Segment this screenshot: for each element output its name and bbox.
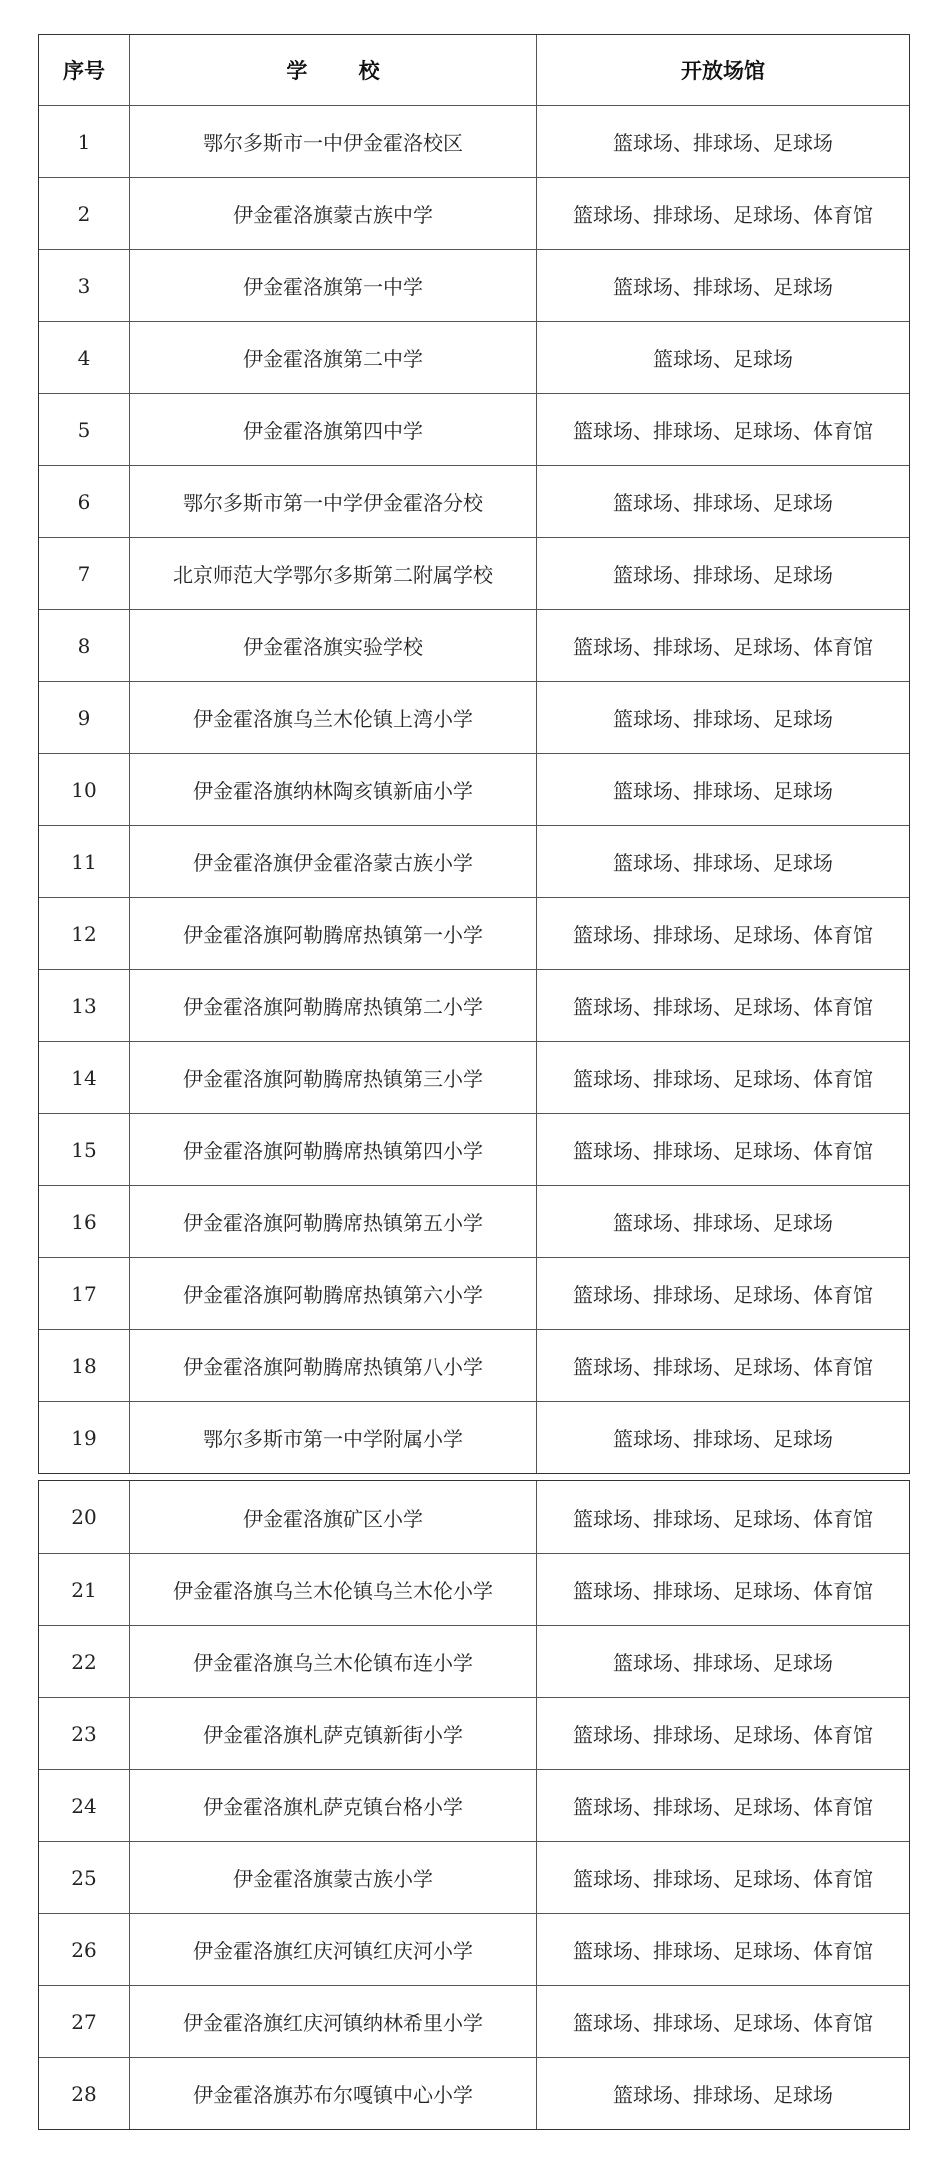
cell-no: 19	[39, 1402, 130, 1473]
cell-venue: 篮球场、排球场、足球场	[613, 707, 833, 731]
cell-venue: 篮球场、排球场、足球场、体育馆	[573, 1723, 873, 1747]
cell-school: 伊金霍洛旗阿勒腾席热镇第四小学	[130, 1114, 537, 1185]
cell-school: 伊金霍洛旗第二中学	[130, 322, 537, 393]
table-row	[39, 2057, 909, 2129]
cell-venue: 篮球场、排球场、足球场	[613, 563, 833, 587]
cell-school: 伊金霍洛旗蒙古族中学	[130, 178, 537, 249]
cell-no: 18	[39, 1330, 130, 1401]
table-section-1	[38, 34, 910, 1474]
cell-no: 28	[39, 2058, 130, 2129]
cell-school: 伊金霍洛旗第四中学	[130, 394, 537, 465]
header-venue: 开放场馆	[681, 59, 765, 83]
cell-school: 伊金霍洛旗伊金霍洛蒙古族小学	[130, 826, 537, 897]
cell-venue: 篮球场、排球场、足球场、体育馆	[573, 1355, 873, 1379]
cell-venue: 篮球场、排球场、足球场、体育馆	[573, 1867, 873, 1891]
table-row	[39, 105, 909, 177]
cell-venue: 篮球场、足球场	[653, 347, 793, 371]
cell-venue: 篮球场、排球场、足球场	[613, 779, 833, 803]
cell-venue: 篮球场、排球场、足球场、体育馆	[573, 1795, 873, 1819]
cell-no: 3	[39, 250, 130, 321]
cell-venue: 篮球场、排球场、足球场、体育馆	[573, 1939, 873, 1963]
header-school	[130, 35, 537, 105]
cell-no: 17	[39, 1258, 130, 1329]
table-row	[39, 1257, 909, 1329]
cell-school: 伊金霍洛旗阿勒腾席热镇第二小学	[130, 970, 537, 1041]
cell-school: 伊金霍洛旗阿勒腾席热镇第三小学	[130, 1042, 537, 1113]
table-row	[39, 753, 909, 825]
cell-school: 伊金霍洛旗苏布尔嘎镇中心小学	[130, 2058, 537, 2129]
cell-venue: 篮球场、排球场、足球场、体育馆	[573, 995, 873, 1019]
cell-venue: 篮球场、排球场、足球场	[613, 851, 833, 875]
cell-venue: 篮球场、排球场、足球场	[613, 2083, 833, 2107]
cell-no: 4	[39, 322, 130, 393]
cell-no: 1	[39, 106, 130, 177]
cell-venue: 篮球场、排球场、足球场、体育馆	[573, 635, 873, 659]
table-row	[39, 1625, 909, 1697]
cell-no: 9	[39, 682, 130, 753]
table-row	[39, 1553, 909, 1625]
cell-no: 25	[39, 1842, 130, 1913]
table-row	[39, 897, 909, 969]
table-row	[39, 1329, 909, 1401]
cell-school: 伊金霍洛旗红庆河镇红庆河小学	[130, 1914, 537, 1985]
table-row	[39, 825, 909, 897]
table-row	[39, 1913, 909, 1985]
table-row	[39, 1113, 909, 1185]
cell-venue: 篮球场、排球场、足球场、体育馆	[573, 923, 873, 947]
cell-school: 伊金霍洛旗乌兰木伦镇布连小学	[130, 1626, 537, 1697]
table-row	[39, 393, 909, 465]
cell-venue: 篮球场、排球场、足球场	[613, 275, 833, 299]
cell-school: 伊金霍洛旗乌兰木伦镇上湾小学	[130, 682, 537, 753]
cell-venue: 篮球场、排球场、足球场	[613, 1651, 833, 1675]
table-row	[39, 177, 909, 249]
cell-venue: 篮球场、排球场、足球场	[613, 1211, 833, 1235]
cell-venue: 篮球场、排球场、足球场	[613, 491, 833, 515]
table-row	[39, 321, 909, 393]
cell-venue: 篮球场、排球场、足球场、体育馆	[573, 1139, 873, 1163]
cell-no: 5	[39, 394, 130, 465]
cell-school: 伊金霍洛旗札萨克镇台格小学	[130, 1770, 537, 1841]
table-row	[39, 681, 909, 753]
cell-venue: 篮球场、排球场、足球场、体育馆	[573, 203, 873, 227]
cell-school: 伊金霍洛旗阿勒腾席热镇第五小学	[130, 1186, 537, 1257]
cell-venue: 篮球场、排球场、足球场、体育馆	[573, 2011, 873, 2035]
cell-venue: 篮球场、排球场、足球场	[613, 1427, 833, 1451]
cell-no: 2	[39, 178, 130, 249]
cell-school: 鄂尔多斯市第一中学伊金霍洛分校	[130, 466, 537, 537]
cell-school: 伊金霍洛旗第一中学	[130, 250, 537, 321]
school-venue-table	[38, 34, 910, 2130]
cell-no: 22	[39, 1626, 130, 1697]
cell-school: 伊金霍洛旗札萨克镇新街小学	[130, 1698, 537, 1769]
table-row	[39, 1769, 909, 1841]
cell-school: 伊金霍洛旗乌兰木伦镇乌兰木伦小学	[130, 1554, 537, 1625]
cell-school: 伊金霍洛旗阿勒腾席热镇第八小学	[130, 1330, 537, 1401]
cell-no: 7	[39, 538, 130, 609]
cell-school: 伊金霍洛旗阿勒腾席热镇第六小学	[130, 1258, 537, 1329]
cell-school: 北京师范大学鄂尔多斯第二附属学校	[130, 538, 537, 609]
cell-no: 16	[39, 1186, 130, 1257]
table-row	[39, 1985, 909, 2057]
table-row	[39, 969, 909, 1041]
cell-no: 14	[39, 1042, 130, 1113]
cell-no: 20	[39, 1481, 130, 1553]
header-no: 序号	[39, 35, 130, 105]
table-row	[39, 537, 909, 609]
cell-no: 26	[39, 1914, 130, 1985]
table-row	[39, 1841, 909, 1913]
cell-no: 6	[39, 466, 130, 537]
cell-school: 伊金霍洛旗红庆河镇纳林希里小学	[130, 1986, 537, 2057]
table-row	[39, 249, 909, 321]
cell-school: 伊金霍洛旗矿区小学	[130, 1481, 537, 1553]
cell-venue: 篮球场、排球场、足球场、体育馆	[573, 1067, 873, 1091]
cell-no: 15	[39, 1114, 130, 1185]
table-row	[39, 1041, 909, 1113]
cell-venue: 篮球场、排球场、足球场、体育馆	[573, 1579, 873, 1603]
table-section-2	[38, 1480, 910, 2130]
cell-no: 12	[39, 898, 130, 969]
cell-no: 24	[39, 1770, 130, 1841]
cell-school: 伊金霍洛旗纳林陶亥镇新庙小学	[130, 754, 537, 825]
cell-no: 21	[39, 1554, 130, 1625]
cell-school: 伊金霍洛旗阿勒腾席热镇第一小学	[130, 898, 537, 969]
cell-venue: 篮球场、排球场、足球场、体育馆	[573, 419, 873, 443]
cell-school: 鄂尔多斯市第一中学附属小学	[130, 1402, 537, 1473]
cell-no: 8	[39, 610, 130, 681]
table-row	[39, 1401, 909, 1473]
header-school-label: 学 校	[286, 59, 402, 83]
cell-school: 伊金霍洛旗蒙古族小学	[130, 1842, 537, 1913]
cell-venue: 篮球场、排球场、足球场、体育馆	[573, 1506, 873, 1531]
cell-no: 23	[39, 1698, 130, 1769]
table-row	[39, 1185, 909, 1257]
cell-venue: 篮球场、排球场、足球场、体育馆	[573, 1283, 873, 1307]
cell-no: 13	[39, 970, 130, 1041]
cell-school: 鄂尔多斯市一中伊金霍洛校区	[130, 106, 537, 177]
cell-no: 11	[39, 826, 130, 897]
table-row	[39, 1481, 909, 1553]
table-row	[39, 465, 909, 537]
cell-school: 伊金霍洛旗实验学校	[130, 610, 537, 681]
table-row	[39, 609, 909, 681]
cell-no: 27	[39, 1986, 130, 2057]
cell-venue: 篮球场、排球场、足球场	[613, 131, 833, 155]
table-header-row	[39, 35, 909, 105]
cell-no: 10	[39, 754, 130, 825]
table-row	[39, 1697, 909, 1769]
